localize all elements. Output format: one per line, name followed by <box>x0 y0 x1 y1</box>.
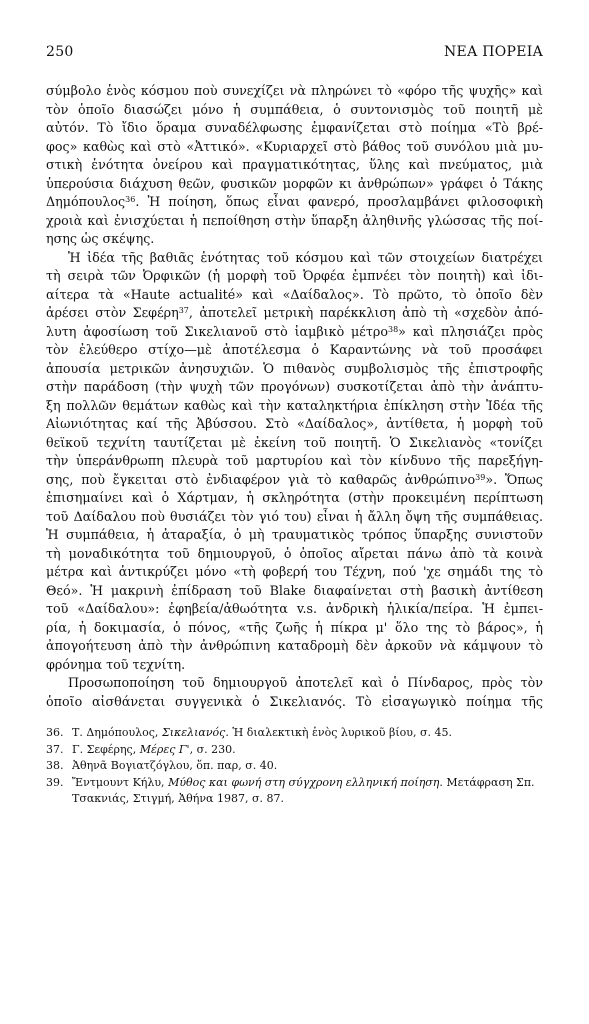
footnote-text: , σ. 230. <box>189 742 236 756</box>
footnote-number: 38. <box>46 759 64 772</box>
footnote-ref-37[interactable]: 37 <box>178 306 189 315</box>
text-run: ». Ὅπως <box>485 471 543 487</box>
text-line <box>46 323 543 342</box>
text-line: αὐτόν. Τὸ ἴδιο ὅραμα συναδέλφωσης ἐμφανίζεται στὸ ποίημα «Τὸ βρέ- <box>46 120 543 135</box>
text-line: στικὴ ἑνότητα ὀνείρου καὶ πραγματικότητας, ὕλης καὶ πνεύματος, μιὰ <box>46 157 543 172</box>
text-line: ἐπισημαίνει καὶ ὁ Χάρτμαν, ἡ σκληρότητα (στὴν προκειμένη περίπτωση <box>46 490 543 505</box>
text-line <box>46 304 543 323</box>
text-line: τὴ σειρὰ τῶν Ὀρφικῶν (ἡ μορφὴ τοῦ Ὀρφέα ἐμπνέει τὸν ποιητὴ) καὶ ἰδι- <box>46 268 543 283</box>
footnote-text: . Ἡ διαλεκτικὴ ἑνὸς λυρικοῦ βίου, σ. 45. <box>225 726 452 739</box>
text-line: φρόνημα τοῦ τεχνίτη. <box>46 656 186 672</box>
footnote-37 <box>46 742 543 759</box>
text-line: ὁποῖο αἰσθάνεται συγγενικὰ ὁ Σικελιανός. Τὸ εἰσαγωγικὸ ποίημα τῆς <box>46 693 543 709</box>
text-line: σύμβολο ἑνὸς κόσμου ποὺ συνεχίζει νὰ πληρώνει τὸ «φόρο τῆς ψυχῆς» καὶ <box>46 83 543 98</box>
footnote-title: Μύθος και φωνή στη σύγχρονη ελληνική ποίηση <box>168 775 440 789</box>
text-line: ἀπογοήτευση ἀπὸ τὴν ἀνθρώπινη καταδρομὴ δὲν ἀρκοῦν νὰ κάμψουν τὸ <box>46 638 543 653</box>
page-header <box>46 44 543 60</box>
footnote-38 <box>46 758 543 775</box>
footnote-39 <box>46 775 543 792</box>
footnote-ref-38[interactable]: 38 <box>387 324 399 334</box>
text-line: ρία, ἡ δοκιμασία, ὁ πόνος, «τῆς ζωῆς ἡ πίκρα μ' ὅλο της τὸ βάρος», ἡ <box>46 619 543 635</box>
footnote-number: 37. <box>46 742 64 756</box>
footnote-text: Ἔντμουντ Κήλυ, <box>72 775 169 789</box>
text-run: Δημόπουλος <box>46 194 126 209</box>
footnotes <box>46 725 543 808</box>
text-line: θεϊκοῦ τεχνίτη ταυτίζεται μὲ ἐκείνη τοῦ ποιητῆ. Ὁ Σικελιανὸς «τονίζει <box>46 434 543 450</box>
text-line: τὸν ὁποῖο διασώζει μόνο ἡ συμπάθεια, ὁ συντονισμὸς τοῦ ποιητῆ μὲ <box>46 101 543 117</box>
text-line: τὸν ἐλεύθερο στίχο—μὲ ἀποτέλεσμα ὁ Καραντώνης νὰ τοῦ προσάφει <box>46 342 543 357</box>
footnote-text: Τ. Δημόπουλος, <box>72 726 162 739</box>
text-run: , ἀποτελεῖ μετρικὴ παρέκκλιση ἀπὸ τὴ «σχεδὸν ἀπό- <box>188 305 543 320</box>
text-run: ἀρέσει στὸν Σεφέρη <box>46 305 179 320</box>
text-line: χροιὰ καὶ ἐνισχύεται ἡ πεποίθηση στὴν ὕπαρξη ἀληθινῆς γλώσσας τῆς ποί- <box>46 212 543 228</box>
text-line: Ἡ ἰδέα τῆς βαθιᾶς ἑνότητας τοῦ κόσμου καὶ τῶν στοιχείων διατρέχει <box>68 249 543 265</box>
text-line: αίτερα τὰ «Haute actualité» καὶ «Δαίδαλος». Τὸ πρῶτο, τὸ ὁποῖο δὲν <box>46 286 543 302</box>
text-run: σης, ποὺ ἔγκειται στὸ ἐνδιαφέρον γιὰ τὸ καθαρῶς ἀνθρώπινο <box>46 471 476 487</box>
text-line <box>46 471 543 490</box>
footnote-title: Σικελιανός <box>161 726 226 739</box>
footnote-number: 39. <box>46 775 64 789</box>
footnote-number: 36. <box>46 726 64 739</box>
text-line: τοῦ «Δαίδαλου»: ἐφηβεία/ἀθωότητα v.s. ἀνδρικὴ ἡλικία/πείρα. Ἡ ἐμπει- <box>46 601 543 616</box>
footnote-title: Μέρες Γ' <box>139 742 190 756</box>
text-line: στὴν παράδοση (τὴν ψυχὴ τῶν προγόνων) συσκοτίζεται ἀπὸ τὴν ἀνάπτυ- <box>46 379 543 394</box>
text-line <box>46 193 543 212</box>
text-line: Θεό». Ἡ μακρινὴ ἐπίδραση τοῦ Blake διαφαίνεται στὴ βασικὴ ἀντίθεση <box>46 582 543 598</box>
text-line: ἀπουσία μετρικῶν ἀνησυχιῶν. Ὁ πιθανὸς συμβολισμὸς τῆς ἐπιστροφῆς <box>46 360 543 376</box>
text-line: τὴ μοναδικότητα τοῦ δημιουργοῦ, ὁ ὁποῖος αἴρεται πάνω ἀπὸ τὰ κοινὰ <box>46 545 543 561</box>
text-line: ὑπερούσια διάχυση θεῶν, φυσικῶν μορφῶν κι ἀνθρώπων» γράφει ὁ Τάκης <box>46 175 543 191</box>
footnote-ref-36[interactable]: 36 <box>125 195 136 204</box>
text-line: ξη πολλῶν θεμάτων καθὼς καὶ τὴν καταληκτήρια ἐπίκληση στὴν Ἰδέα τῆς <box>46 397 543 413</box>
footnote-text: . Μετάφραση Σπ. <box>439 775 535 789</box>
text-line: τὴν ὑπεράνθρωπη πλευρὰ τοῦ μαρτυρίου καὶ τὸν κίνδυνο τῆς παρεξήγη- <box>46 453 543 468</box>
text-line: Αἰωνιότητας καί τῆς Ἀβύσσου. Στὸ «Δαίδαλος», ἀντίθετα, ἡ μορφὴ τοῦ <box>46 416 543 431</box>
footnote-36 <box>46 725 543 742</box>
text-line: Προσωποποίηση τοῦ δημιουργοῦ ἀποτελεῖ καὶ ὁ Πίνδαρος, πρὸς τὸν <box>68 675 543 690</box>
text-line: μέτρα καὶ ἀντικρύζει μόνο «τὴ φοβερή του Τέχνη, πού 'χε σημάδι της τὸ <box>46 564 543 579</box>
footnote-39-continued: Τσακνιάς, Στιγμή, Ἀθήνα 1987, σ. 87. <box>72 792 284 805</box>
footnote-text: Γ. Σεφέρης, <box>72 742 140 756</box>
running-title: ΝΕΑ ΠΟΡΕΙΑ <box>444 44 543 60</box>
page-number: 250 <box>46 44 74 60</box>
text-line: τοῦ Δαίδαλου ποὺ θυσιάζει τὸν γιό του) εἶναι ἡ ἄλλη ὄψη τῆς συμπάθειας. <box>46 508 543 524</box>
footnote-text: Ἀθηνᾶ Βογιατζόγλου, ὅπ. παρ, σ. 40. <box>72 759 278 772</box>
text-line: ησης ὡς σκέψης. <box>46 231 155 246</box>
text-run: » καὶ πλησιάζει πρὸς <box>398 323 543 339</box>
text-run: λυτη ἀφοσίωση τοῦ Σικελιανοῦ στὸ ἰαμβικὸ μέτρο <box>46 323 388 339</box>
text-line: Ἡ συμπάθεια, ἡ ἀταραξία, ὁ μὴ τραυματικὸς τρόπος ὕπαρξης συνιστοῦν <box>46 527 543 542</box>
footnote-ref-39[interactable]: 39 <box>475 472 486 482</box>
body-text <box>46 82 543 711</box>
text-line: φος» καθὼς καὶ στὸ «Ἀττικό». «Κυριαρχεῖ στὸ βάθος τοῦ συνόλου μιὰ μυ- <box>46 138 543 154</box>
text-run: . Ἡ ποίηση, ὅπως εἶναι φανερό, προσλαμβάνει φιλοσοφικὴ <box>135 194 543 209</box>
